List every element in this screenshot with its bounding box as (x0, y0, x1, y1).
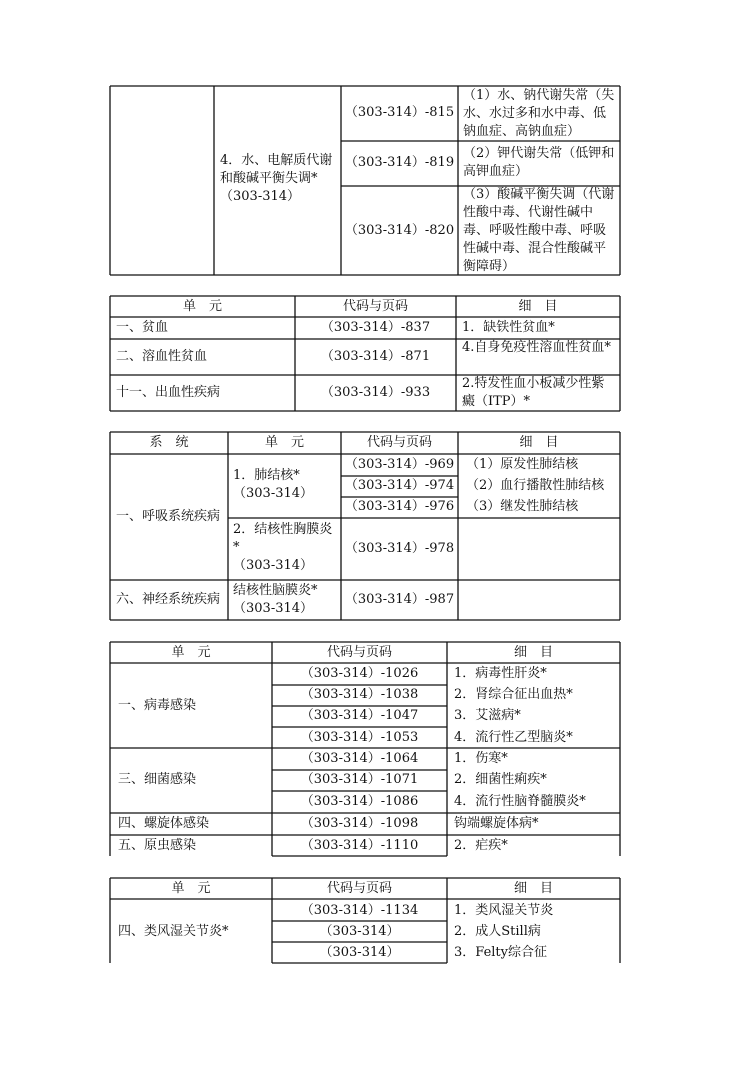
header-unit: 单 元 (171, 645, 211, 660)
header-unit: 单 元 (264, 435, 304, 450)
code-cell: （303-314）-837 (320, 320, 431, 335)
code-cell: （303-314）-815 (344, 105, 455, 120)
code-cell: （303-314）-1071 (300, 772, 419, 787)
system-cell: 一、呼吸系统疾病 (116, 509, 221, 524)
code-cell: （303-314）-1098 (300, 816, 419, 831)
code-cell: （303-314）-978 (344, 541, 455, 556)
detail-cell: 2．成人Still病 (454, 924, 541, 939)
header-unit: 单 元 (182, 299, 222, 314)
header-detail: 细 目 (513, 881, 553, 896)
unit-cell: 一、贫血 (116, 320, 169, 335)
unit-cell: 三、细菌感染 (118, 772, 197, 787)
detail-cell: 4．流行性乙型脑炎* (454, 730, 573, 745)
header-code: 代码与页码 (326, 645, 392, 660)
detail-cell: 钩端螺旋体病* (454, 816, 539, 831)
unit-cell: 十一、出血性疾病 (116, 385, 221, 400)
header-code: 代码与页码 (326, 881, 392, 896)
detail-cell: 1．伤寒* (454, 751, 508, 766)
code-cell: （303-314）-819 (344, 155, 455, 170)
code-cell: （303-314）-987 (344, 592, 455, 607)
code-cell: （303-314） (319, 945, 400, 960)
unit-electrolyte: 4．水、电解质代谢和酸碱平衡失调* （303-314） (220, 153, 333, 204)
code-cell: （303-314）-1026 (300, 666, 419, 681)
code-cell: （303-314）-1086 (300, 794, 419, 809)
detail-cell: （1）水、钠代谢失常（失水、水过多和水中毒、低钠血症、高钠血症） (463, 88, 615, 139)
code-cell: （303-314） (319, 924, 400, 939)
detail-cell: 3．Felty综合征 (454, 945, 547, 960)
code-cell: （303-314）-974 (344, 478, 455, 493)
unit-cell: 五、原虫感染 (118, 838, 197, 853)
code-cell: （303-314）-1110 (300, 838, 419, 853)
unit-cell: 二、溶血性贫血 (116, 349, 208, 364)
code-cell: （303-314）-1064 (300, 751, 419, 766)
header-code: 代码与页码 (342, 299, 408, 314)
code-cell: （303-314）-969 (344, 457, 455, 472)
code-cell: （303-314）-1053 (300, 730, 419, 745)
system-cell: 六、神经系统疾病 (116, 592, 221, 607)
detail-cell: 3．艾滋病* (454, 708, 521, 723)
code-cell: （303-314）-1134 (300, 903, 419, 918)
header-detail: 细 目 (519, 435, 559, 450)
detail-cell: 1．病毒性肝炎* (454, 666, 547, 681)
detail-cell: （2）血行播散性肺结核 (466, 478, 605, 493)
detail-cell: （2）钾代谢失常（低钾和高钾血症） (463, 146, 615, 179)
header-detail: 细 目 (513, 645, 553, 660)
code-cell: （303-314）-1047 (300, 708, 419, 723)
code-cell: （303-314）-976 (344, 499, 455, 514)
detail-cell: 4．流行性脑脊髓膜炎* (454, 794, 586, 809)
detail-cell: （3）继发性肺结核 (466, 499, 579, 514)
detail-cell: （3）酸碱平衡失调（代谢性酸中毒、代谢性碱中毒、呼吸性酸中毒、呼吸性碱中毒、混合性酸碱平衡障碍） (463, 187, 615, 274)
detail-cell: （1）原发性肺结核 (466, 457, 579, 472)
header-unit: 单 元 (171, 881, 211, 896)
detail-cell: 2．细菌性痢疾* (454, 772, 547, 787)
detail-cell: 4.自身免疫性溶血性贫血* (462, 340, 611, 355)
detail-cell: 1．缺铁性贫血* (462, 320, 555, 335)
header-code: 代码与页码 (366, 435, 432, 450)
detail-cell: 2.特发性血小板减少性紫癜（ITP）* (462, 376, 605, 409)
unit-cell: 2．结核性胸膜炎* （303-314） (233, 522, 333, 573)
detail-cell: 2．疟疾* (454, 838, 508, 853)
code-cell: （303-314）-820 (344, 223, 455, 238)
detail-cell: 1．类风湿关节炎 (454, 903, 554, 918)
unit-cell: 结核性脑膜炎* （303-314） (233, 583, 318, 616)
code-cell: （303-314）-1038 (300, 687, 419, 702)
unit-cell: 一、病毒感染 (118, 698, 197, 713)
code-cell: （303-314）-871 (320, 349, 431, 364)
header-detail: 细 目 (518, 299, 558, 314)
code-cell: （303-314）-933 (320, 385, 431, 400)
detail-cell: 2．肾综合征出血热* (454, 687, 573, 702)
unit-cell: 四、螺旋体感染 (118, 816, 210, 831)
header-system: 系 统 (149, 435, 189, 450)
unit-cell: 1．肺结核* （303-314） (233, 468, 314, 501)
unit-cell: 四、类风湿关节炎* (118, 924, 229, 939)
